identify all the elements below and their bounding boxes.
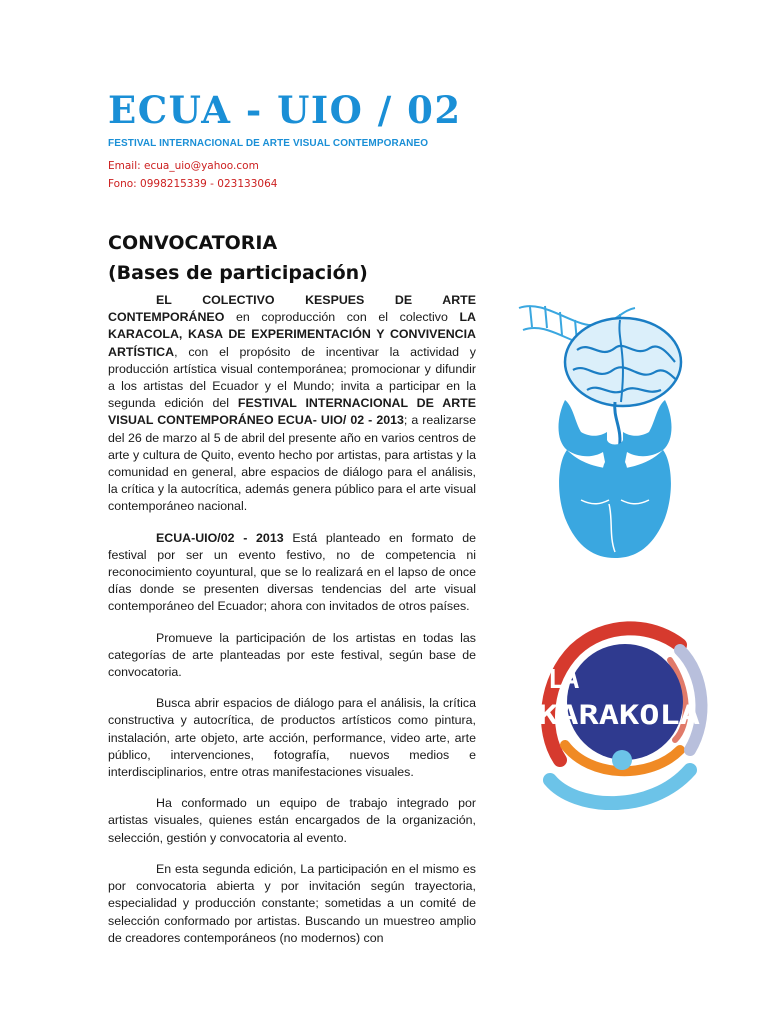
- body-text: [108, 292, 476, 961]
- la-karakola-logo: [530, 610, 715, 810]
- festival-logo-title: ECUA - UIO / 02: [108, 88, 462, 132]
- heading-convocatoria: CONVOCATORIA: [108, 232, 278, 254]
- p1-bold-karacola: LA KARACOLA, KASA DE EXPERIMENTACIÓN Y CONVIVENCIA ARTÍSTICA: [108, 310, 476, 359]
- p1-text-b: , con el propósito de incentivar la actividad y producción artística visual contemporánea; promocionar y difundir a los artistas del Ecuador y el Mundo; invita a participar en la segunda edición del: [108, 344, 476, 411]
- paragraph-5: Ha conformado un equipo de trabajo integrado por artistas visuales, quienes están encargados de la organización, selección, gestión y convocatoria al evento.: [108, 796, 476, 845]
- p1-bold-colectivo: EL COLECTIVO KESPUES DE ARTE CONTEMPORÁNEO: [108, 293, 476, 325]
- p1-text-a: en coproducción con el colectivo: [224, 310, 460, 325]
- karakola-text-la: LA: [548, 665, 580, 695]
- festival-subtitle: FESTIVAL INTERNACIONAL DE ARTE VISUAL CONTEMPORANEO: [108, 138, 429, 149]
- p1-text-c: ; a realizarse del 26 de marzo al 5 de abril del presente año en varios centros de arte y cultura de Quito, evento hecho por artistas, para artistas y la comunidad en general, abre espacios de diálogo para el análisis, la crítica y la autocrítica, además genera público para el arte visual contemporáneo nacional.: [108, 413, 476, 514]
- contact-phone: Fono: 0998215339 - 023133064: [108, 178, 278, 190]
- heading-bases: (Bases de participación): [108, 262, 368, 284]
- paragraph-6: En esta segunda edición, La participación en el mismo es por convocatoria abierta y por invitación según trayectoria, especialidad y producción constante; sometidas a un comité de selección conformado por artistas. Buscando un muestreo amplio de creadores contemporáneos (no modernos) con: [108, 861, 476, 945]
- contact-email[interactable]: Email: ecua_uio@yahoo.com: [108, 160, 259, 172]
- paragraph-3: Promueve la participación de los artistas en todas las categorías de arte planteadas por este festival, según base de convocatoria.: [108, 630, 476, 680]
- p1-bold-festival: FESTIVAL INTERNACIONAL DE ARTE VISUAL CONTEMPORÁNEO ECUA- UIO/ 02 - 2013: [108, 396, 476, 428]
- p2-text: Está planteado en formato de festival por ser un evento festivo, no de competencia ni reconocimiento coyuntural, que se lo realizará en el lapso de once días donde se presenten diversas tendencias del arte visual contemporáneo del Ecuador; ahora con invitados de otros países.: [108, 530, 476, 614]
- p2-bold-ecua: ECUA-UIO/02 - 2013: [156, 530, 284, 545]
- karakola-text-karakola: KARAKOLA: [538, 700, 700, 731]
- paragraph-4: Busca abrir espacios de diálogo para el análisis, la crítica constructiva y autocrítica, de productos artísticos como pintura, instalación, arte objeto, arte acción, performance, video arte, arte público, intervenciones, fotografía, nuevos medios e interdisciplinarios, entre otras manifestaciones visuales.: [108, 696, 476, 780]
- figure-body: [559, 400, 672, 558]
- contact-block: [108, 157, 277, 193]
- paragraph-1: [108, 292, 476, 516]
- brain-figure-image: [505, 290, 715, 560]
- paragraph-2: [108, 530, 476, 616]
